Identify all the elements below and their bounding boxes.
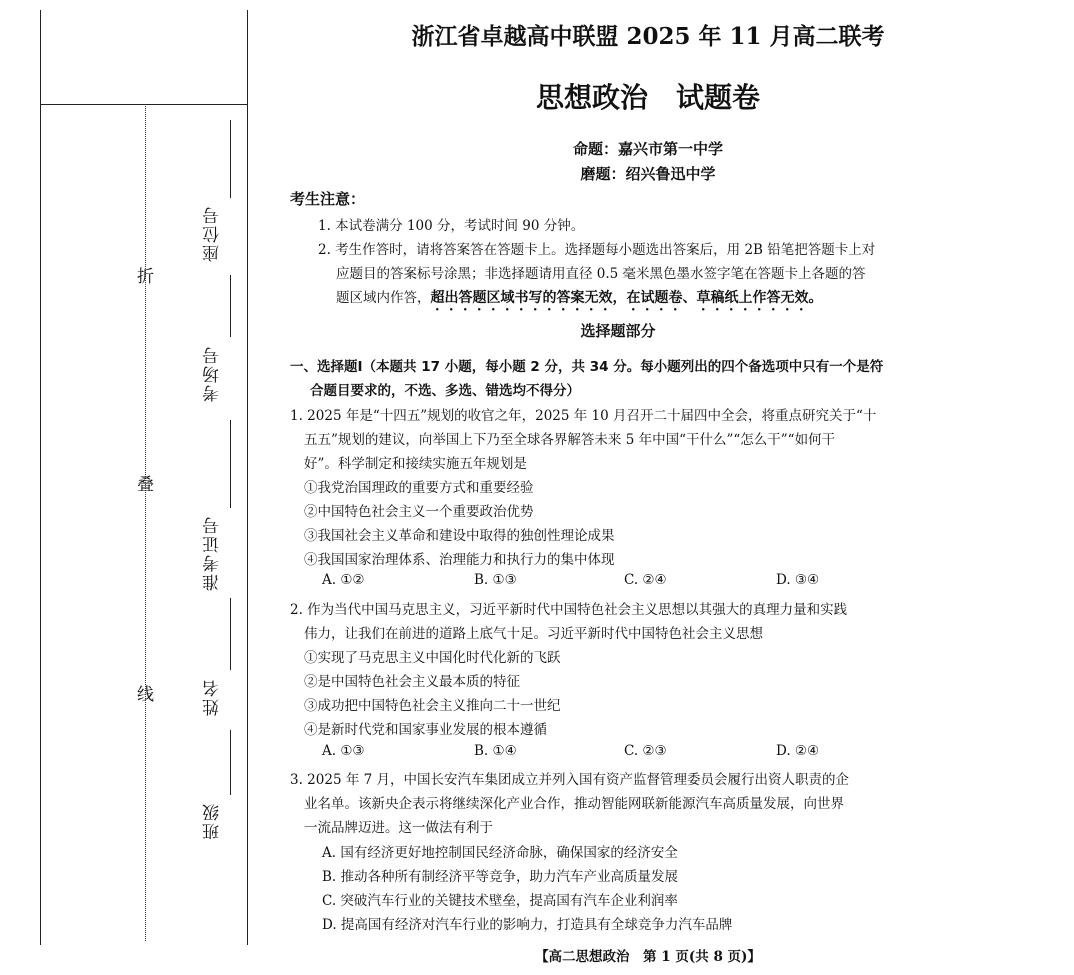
q3-stem-line-1: 3. 2025 年 7 月，中国长安汽车集团成立并列入国有资产监督管理委员会履行出资人职责的企 bbox=[290, 772, 849, 788]
q2-option-a: A. ①③ bbox=[322, 743, 365, 759]
admission-number-line bbox=[230, 420, 231, 508]
q3-option-d: D. 提高国有经济对汽车行业的影响力，打造具有全球竞争力汽车品牌 bbox=[322, 917, 733, 933]
fold-char-3: 线 bbox=[137, 685, 154, 705]
q2-option-d: D. ②④ bbox=[776, 743, 820, 759]
q2-option-c: C. ②③ bbox=[624, 743, 667, 759]
q1-item-3: ③我国社会主义革命和建设中取得的独创性理论成果 bbox=[304, 528, 615, 544]
q1-option-d: D. ③④ bbox=[776, 572, 820, 588]
class-label: 班级 bbox=[203, 802, 223, 840]
q2-stem-line-2: 伟力，让我们在前进的道路上底气十足。习近平新时代中国特色社会主义思想 bbox=[304, 626, 763, 642]
name-label: 姓名 bbox=[203, 678, 223, 716]
fold-char-1: 折 bbox=[137, 267, 154, 287]
section-intro-line-1: 一、选择题Ⅰ（本题共 17 小题，每小题 2 分，共 34 分。每小题列出的四个备选项中只有一个是符 bbox=[290, 359, 884, 375]
exam-room-line bbox=[230, 275, 231, 337]
notice-item-2-line-1: 2. 考生作答时，请将答案答在答题卡上。选择题每小题选出答案后，用 2B 铅笔把答题卡上对 bbox=[318, 242, 876, 258]
margin-right-border bbox=[247, 10, 248, 945]
class-field[interactable] bbox=[200, 730, 230, 850]
fold-char-2: 叠 bbox=[137, 475, 154, 495]
page-footer: 【高二思想政治 第 1 页(共 8 页)】 bbox=[535, 949, 761, 965]
q1-item-1: ①我党治国理政的重要方式和重要经验 bbox=[304, 480, 534, 496]
q1-item-4: ④我国国家治理体系、治理能力和执行力的集中体现 bbox=[304, 552, 615, 568]
q2-item-4: ④是新时代党和国家事业发展的根本遵循 bbox=[304, 722, 547, 738]
seat-number-label: 座位号 bbox=[203, 205, 223, 262]
margin-left-border bbox=[40, 10, 41, 945]
section-intro-line-2: 合题目要求的，不选、多选、错选均不得分） bbox=[310, 383, 580, 399]
q2-item-1: ①实现了马克思主义中国化时代化新的飞跃 bbox=[304, 650, 561, 666]
notice-item-2-line-3-plain: 题区域内作答， bbox=[336, 290, 431, 306]
q2-stem-line-1: 2. 作为当代中国马克思主义，习近平新时代中国特色社会主义思想以其强大的真理力量和实践 bbox=[290, 602, 848, 618]
setter-credit: 命题：嘉兴市第一中学 bbox=[572, 140, 723, 158]
exam-title: 浙江省卓越高中联盟 2025 年 11 月高二联考 bbox=[411, 23, 885, 50]
q1-option-a: A. ①② bbox=[322, 572, 365, 588]
notice-emphasis: 超出答题区域书写的答案无效，在试题卷、草稿纸上作答无效。 bbox=[430, 290, 823, 306]
q3-stem-line-3: 一流品牌迈进。这一做法有利于 bbox=[304, 820, 493, 836]
q3-stem-line-2: 业名单。该新央企表示将继续深化产业合作，推动智能网联新能源汽车高质量发展，向世界 bbox=[304, 796, 844, 812]
q3-option-c: C. 突破汽车行业的关键技术壁垒，提高国有汽车企业利润率 bbox=[322, 893, 678, 909]
q1-option-c: C. ②④ bbox=[624, 572, 667, 588]
admission-number-label: 准考证号 bbox=[203, 515, 223, 591]
exam-room-label: 考场号 bbox=[203, 345, 223, 402]
name-line bbox=[230, 598, 231, 670]
seat-number-line bbox=[230, 120, 231, 198]
paper-title: 思想政治 试题卷 bbox=[535, 81, 760, 114]
q1-item-2: ②中国特色社会主义一个重要政治优势 bbox=[304, 504, 534, 520]
q3-option-b: B. 推动各种所有制经济平等竞争，助力汽车产业高质量发展 bbox=[322, 869, 679, 885]
margin-top-divider bbox=[40, 104, 248, 105]
notice-item-1: 1. 本试卷满分 100 分，考试时间 90 分钟。 bbox=[318, 218, 585, 234]
fold-dotted-line bbox=[145, 106, 146, 941]
name-field[interactable] bbox=[200, 598, 230, 728]
q1-stem-line-1: 1. 2025 年是“十四五”规划的收官之年，2025 年 10 月召开二十届四中全会，将重点研究关于“十 bbox=[290, 408, 877, 424]
reviewer-credit: 磨题：绍兴鲁迅中学 bbox=[580, 165, 716, 183]
class-line bbox=[230, 730, 231, 795]
q3-option-a: A. 国有经济更好地控制国民经济命脉，确保国家的经济安全 bbox=[322, 845, 678, 861]
section-title: 选择题部分 bbox=[580, 322, 656, 340]
q2-option-b: B. ①④ bbox=[474, 743, 517, 759]
notice-item-2-line-2: 应题目的答案标号涂黑；非选择题请用直径 0.5 毫米黑色墨水签字笔在答题卡上各题的答 bbox=[336, 266, 866, 282]
notice-heading: 考生注意： bbox=[290, 190, 366, 208]
notice-item-2-line-3 bbox=[336, 286, 823, 314]
seat-number-field[interactable] bbox=[200, 120, 230, 270]
admission-number-field[interactable] bbox=[200, 420, 230, 595]
q1-stem-line-3: 好”。科学制定和接续实施五年规划是 bbox=[304, 456, 527, 472]
q1-stem-line-2: 五五”规划的建议，向举国上下乃至全球各界解答未来 5 年中国“干什么”“怎么干”“如何干 bbox=[304, 432, 836, 448]
q2-item-3: ③成功把中国特色社会主义推向二十一世纪 bbox=[304, 698, 561, 714]
q2-item-2: ②是中国特色社会主义最本质的特征 bbox=[304, 674, 520, 690]
q1-option-b: B. ①③ bbox=[474, 572, 517, 588]
exam-room-field[interactable] bbox=[200, 275, 230, 415]
